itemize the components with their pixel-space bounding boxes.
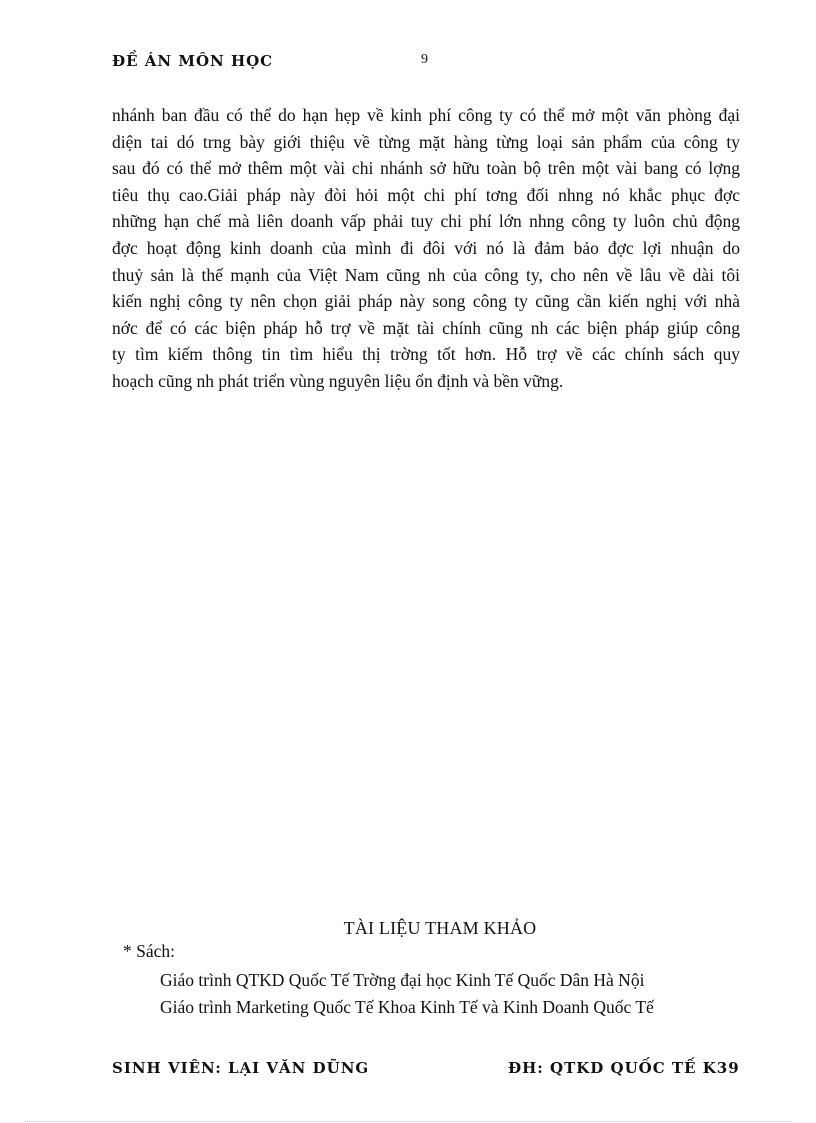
page-header-title: ĐỀ ÁN MÔN HỌC [112, 52, 274, 70]
paragraph-line: sau đó có thể mở thêm một vài chi nhánh sở hữu toàn bộ trên một vài bang có lợng [112, 158, 740, 179]
page-bottom-divider [24, 1121, 792, 1122]
paragraph-line: nhánh ban đầu có thể do hạn hẹp về kinh phí công ty có thể mở một văn phòng đại [112, 105, 740, 125]
footer-class: ĐH: QTKD QUỐC TẾ K39 [508, 1059, 740, 1077]
body-paragraph [112, 102, 740, 395]
paragraph-line: diện tai dó trng bày giới thiệu về từng mặt hàng từng loại sản phẩm của công ty [112, 131, 740, 152]
page-number: 9 [421, 52, 428, 67]
paragraph-line: những hạn chế mà liên doanh vấp phải tuy chi phí lớn nhng công ty luôn chủ động [112, 211, 740, 232]
reference-item: Giáo trình QTKD Quốc Tế Trờng đại học Kinh Tế Quốc Dân Hà Nội [160, 970, 645, 990]
paragraph-line: nớc để có các biện pháp hỗ trợ về mặt tài chính cũng nh các biện pháp giúp công [112, 317, 740, 338]
paragraph-line: kiến nghị công ty nên chọn giải pháp này song công ty cũng cần kiến nghị với nhà [112, 291, 740, 312]
references-title: TÀI LIỆU THAM KHẢO [343, 918, 537, 938]
footer-student: SINH VIÊN: LẠI VĂN DŨNG [112, 1059, 370, 1077]
references-list [160, 967, 654, 1021]
paragraph-line: hoạch cũng nh phát triển vùng nguyên liệu ổn định và bền vững. [112, 370, 564, 391]
paragraph-line: ty tìm kiếm thông tin tìm hiểu thị trờng tốt hơn. Hỗ trợ về các chính sách quy [112, 344, 740, 365]
reference-item: Giáo trình Marketing Quốc Tế Khoa Kinh Tế và Kinh Doanh Quốc Tế [160, 997, 654, 1017]
paragraph-line: tiêu thụ cao.Giải pháp này đòi hỏi một chi phí tơng đối nhng nó khắc phục đợc [112, 184, 740, 205]
paragraph-line: thuỷ sản là thế mạnh của Việt Nam cũng nh của công ty, cho nên về lâu về dài tôi [112, 264, 740, 285]
paragraph-line: đợc hoạt động kinh doanh của mình đi đôi với nó là đảm bảo đợc lợi nhuận do [112, 237, 740, 258]
references-section-label: * Sách: [123, 941, 176, 961]
